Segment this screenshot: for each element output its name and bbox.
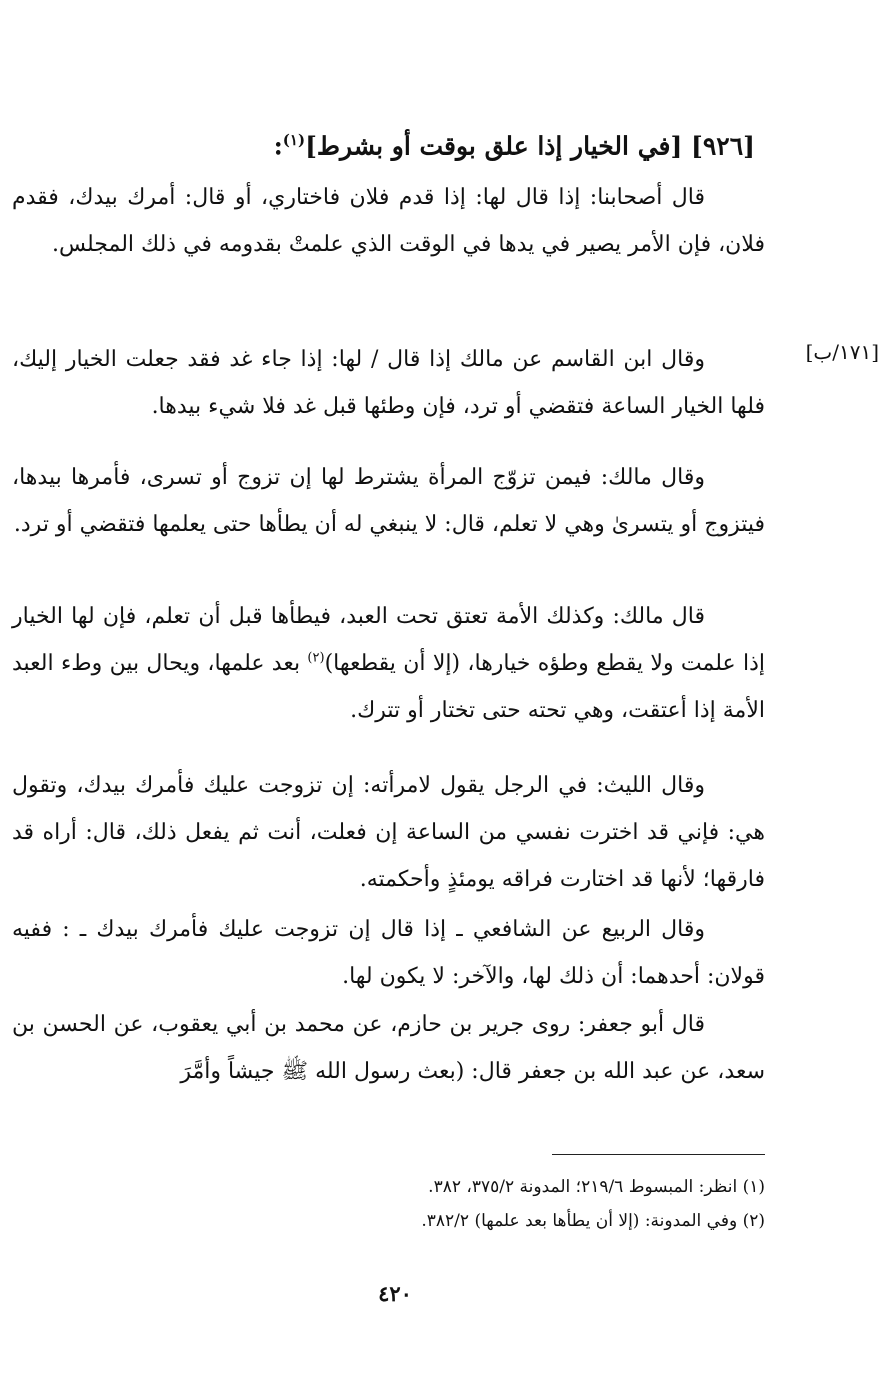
paragraph-text: قال مالك: وكذلك الأمة تعتق تحت العبد، فيطأها قبل أن تعلم، فإن لها الخيار إذا علمت ولا يقطع وطؤه خيارها، (إلا أن يقطعها) [12,604,765,676]
paragraph-5-block [12,762,765,903]
paragraph: قال أصحابنا: إذا قال لها: إذا قدم فلان فاختاري، أو قال: أمرك بيدك، فقدم فلان، فإن الأمر يصير في يدها في الوقت الذي علمتْ بقدومه في ذلك المجلس. [12,185,765,257]
footnote-ref: (٢) [307,650,325,666]
paragraph-3-block [12,454,765,548]
paragraph-4-block [12,593,765,734]
manuscript-folio-marker: [١٧١/ب] [805,340,879,364]
paragraph: وقال مالك: فيمن تزوّج المرأة يشترط لها إن تزوج أو تسرى، فأمرها بيدها، فيتزوج أو يتسرىٰ وهي لا تعلم، قال: لا ينبغي له أن يطأها حتى يعلمها فتقضي أو ترد. [12,465,765,537]
footnotes [65,1170,765,1238]
paragraph: وقال الربيع عن الشافعي ـ إذا قال إن تزوجت عليك فأمرك بيدك ـ : ففيه قولان: أحدهما: أن ذلك لها، والآخر: لا يكون لها. [12,917,765,989]
paragraph: وقال ابن القاسم عن مالك إذا قال / لها: إذا جاء غد فقد جعلت الخيار إليك، فلها الخيار الساعة فتقضي أو ترد، فإن وطئها قبل غد فلا شيء بيدها. [12,347,765,419]
paragraph-7-block [12,1001,765,1095]
paragraph-2-block [12,336,765,430]
heading-colon: : [273,131,283,161]
page-number: ٤٢٠ [378,1281,412,1306]
paragraph: قال أبو جعفر: روى جرير بن حازم، عن محمد بن أبي يعقوب، عن الحسن بن سعد، عن عبد الله بن جعفر قال: (بعث رسول الله ﷺ جيشاً وأمَّرَ [12,1012,765,1084]
section-heading [105,118,755,168]
heading-text: [٩٢٦] [في الخيار إذا علق بوقت أو بشرط] [305,131,755,161]
paragraph: وقال الليث: في الرجل يقول لامرأته: إن تزوجت عليك فأمرك بيدك، وتقول هي: فإني قد اخترت نفسي من الساعة إن فعلت، أنت ثم يفعل ذلك، قال: أراه قد فارقها؛ لأنها قد اختارت فراقه يومئذٍ وأحكمته. [12,773,765,892]
paragraph-1-block [12,174,765,268]
footnote-1: (١) انظر: المبسوط ٢١٩/٦؛ المدونة ٣٧٥/٢، ٣٨٢. [428,1177,765,1197]
heading-footnote-ref: (١) [282,131,306,149]
paragraph-text: بعد علمها، ويحال بين وطء العبد الأمة إذا أعتقت، وهي تحته حتى تختار أو تترك. [12,651,765,723]
footnote-separator [552,1154,765,1155]
paragraph-6-block [12,906,765,1000]
footnote-2: (٢) وفي المدونة: (إلا أن يطأها بعد علمها) ٣٨٢/٢. [421,1211,765,1231]
paragraph [12,593,765,734]
